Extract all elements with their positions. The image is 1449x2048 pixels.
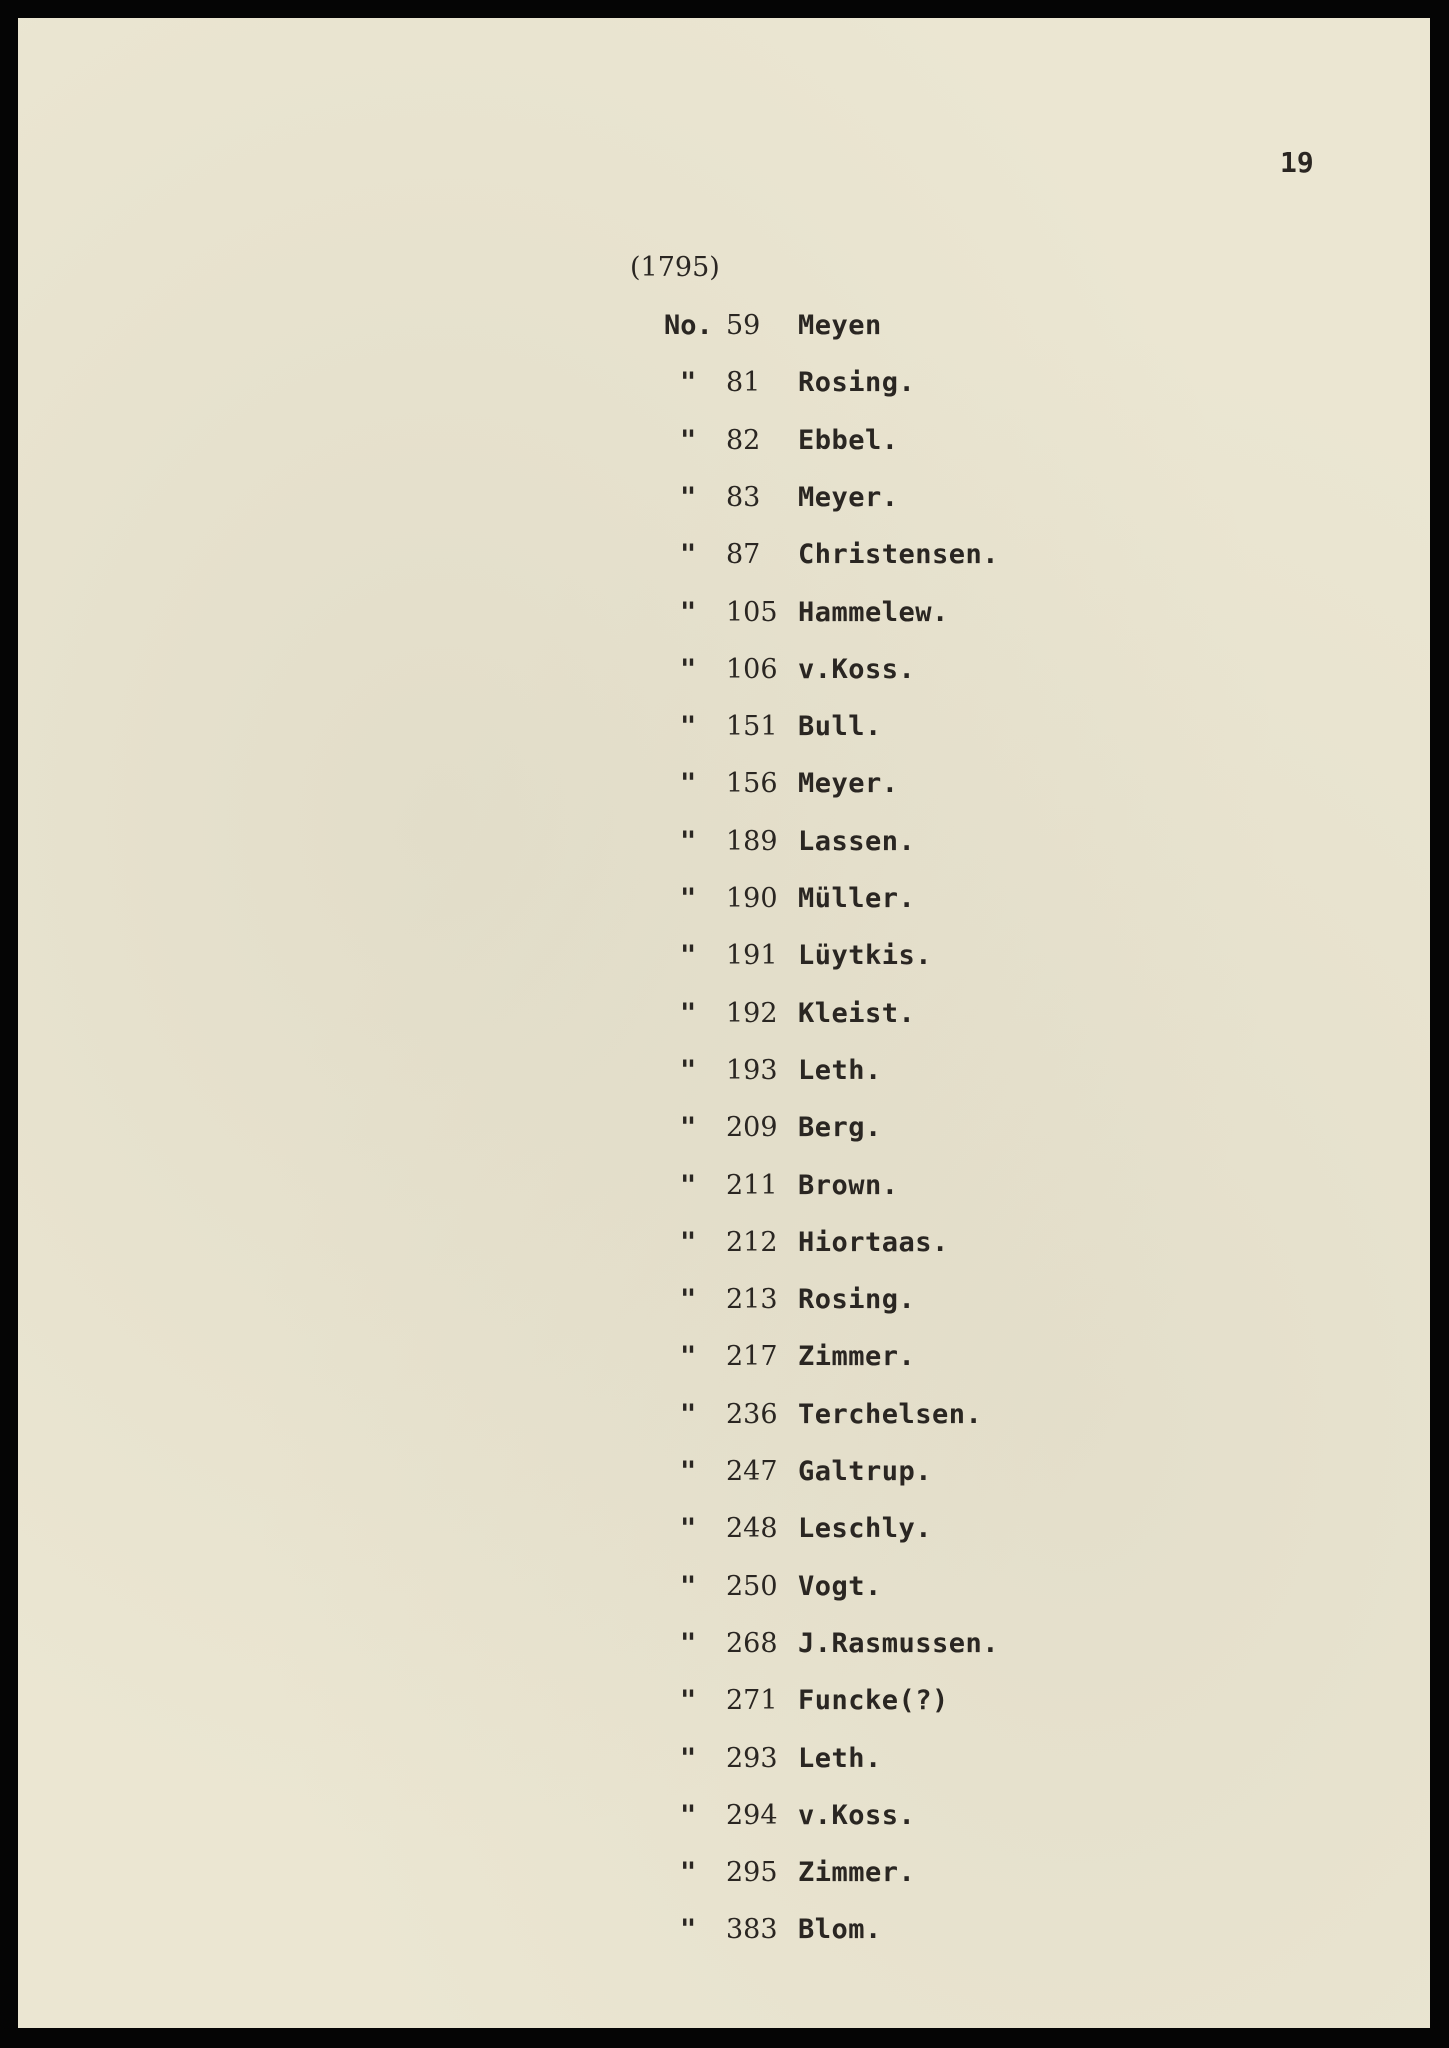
ditto-mark: " <box>680 1226 697 1258</box>
entry-number: 248 <box>726 1513 778 1545</box>
entry-name: J.Rasmussen. <box>798 1627 1000 1659</box>
entry-number: 192 <box>726 997 778 1029</box>
entry-number: 268 <box>726 1627 778 1659</box>
entry-number: 209 <box>726 1112 778 1144</box>
ditto-mark: " <box>680 1456 697 1487</box>
year-heading: (1795) <box>630 252 720 283</box>
ditto-mark: " <box>680 1685 697 1717</box>
ditto-mark: " <box>680 1112 697 1144</box>
entry-name: Berg. <box>798 1112 882 1144</box>
entry-name: Lüytkis. <box>798 940 933 972</box>
entry-name: Hammelew. <box>798 596 949 628</box>
entry-name: Leschly. <box>798 1513 933 1545</box>
page-number: 19 <box>1280 146 1314 179</box>
ditto-mark: " <box>680 1799 697 1831</box>
ditto-mark: " <box>680 1341 697 1373</box>
entry-number: 190 <box>726 883 778 914</box>
ditto-mark: " <box>680 825 697 857</box>
ditto-mark: " <box>680 481 697 513</box>
entry-name: Leth. <box>798 1054 882 1086</box>
ditto-mark: " <box>680 768 697 800</box>
entry-number: 250 <box>726 1570 778 1602</box>
entry-name: Zimmer. <box>798 1857 916 1889</box>
entry-name: Funcke(?) <box>798 1685 949 1717</box>
entry-name: Lassen. <box>798 825 916 857</box>
entry-number: 213 <box>726 1284 778 1316</box>
entry-name: Rosing. <box>798 367 916 399</box>
entry-name: Galtrup. <box>798 1456 933 1487</box>
entry-name: Müller. <box>798 883 916 914</box>
ditto-mark: " <box>680 367 697 399</box>
entry-number: 212 <box>726 1226 778 1258</box>
entry-number: 383 <box>726 1914 778 1946</box>
ditto-mark: " <box>680 539 697 571</box>
ditto-mark: " <box>680 1169 697 1201</box>
entry-number: 193 <box>726 1054 778 1086</box>
entry-number: 217 <box>726 1341 778 1373</box>
entry-name: Rosing. <box>798 1284 916 1316</box>
entry-number: 106 <box>726 653 778 685</box>
entry-number: 271 <box>726 1685 778 1717</box>
entry-number: 82 <box>726 424 761 456</box>
ditto-mark: " <box>680 997 697 1029</box>
ditto-mark: " <box>680 940 697 972</box>
entry-name: v.Koss. <box>798 653 916 685</box>
entry-name: Ebbel. <box>798 424 899 456</box>
entry-number: 236 <box>726 1398 778 1430</box>
entry-number: 211 <box>726 1169 778 1201</box>
ditto-mark: " <box>680 711 697 743</box>
entry-name: Blom. <box>798 1914 882 1946</box>
entry-number: 87 <box>726 539 761 571</box>
ditto-mark: " <box>680 1914 697 1946</box>
entry-prefix: No. <box>664 310 713 341</box>
ditto-mark: " <box>680 1570 697 1602</box>
entry-number: 191 <box>726 940 778 972</box>
entry-number: 59 <box>726 310 761 341</box>
entry-name: Meyer. <box>798 481 899 513</box>
entry-name: Kleist. <box>798 997 916 1029</box>
entry-number: 81 <box>726 367 761 399</box>
ditto-mark: " <box>680 424 697 456</box>
entry-name: Hiortaas. <box>798 1226 949 1258</box>
entry-number: 83 <box>726 481 761 513</box>
entry-name: Bull. <box>798 711 882 743</box>
entry-name: Meyer. <box>798 768 899 800</box>
ditto-mark: " <box>680 1054 697 1086</box>
ditto-mark: " <box>680 653 697 685</box>
entry-number: 247 <box>726 1456 778 1487</box>
document-page <box>18 18 1430 2028</box>
ditto-mark: " <box>680 1398 697 1430</box>
ditto-mark: " <box>680 1742 697 1774</box>
ditto-mark: " <box>680 1284 697 1316</box>
entry-name: Zimmer. <box>798 1341 916 1373</box>
entry-number: 189 <box>726 825 778 857</box>
ditto-mark: " <box>680 1627 697 1659</box>
entry-name: v.Koss. <box>798 1799 916 1831</box>
ditto-mark: " <box>680 883 697 914</box>
entry-number: 295 <box>726 1857 778 1889</box>
entry-name: Leth. <box>798 1742 882 1774</box>
entry-name: Vogt. <box>798 1570 882 1602</box>
ditto-mark: " <box>680 596 697 628</box>
ditto-mark: " <box>680 1857 697 1889</box>
entry-number: 156 <box>726 768 778 800</box>
entry-number: 294 <box>726 1799 778 1831</box>
entry-name: Meyen <box>798 310 882 341</box>
entry-name: Terchelsen. <box>798 1398 983 1430</box>
entry-number: 151 <box>726 711 778 743</box>
entry-number: 105 <box>726 596 778 628</box>
entry-number: 293 <box>726 1742 778 1774</box>
ditto-mark: " <box>680 1513 697 1545</box>
entry-name: Christensen. <box>798 539 1000 571</box>
entry-name: Brown. <box>798 1169 899 1201</box>
